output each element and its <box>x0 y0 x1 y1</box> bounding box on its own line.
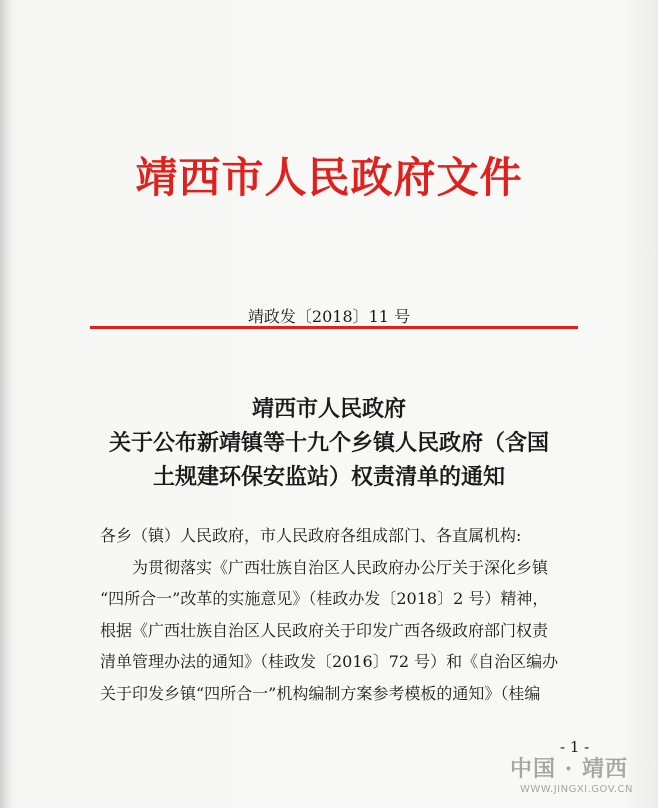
watermark-text: 中国 · 靖西 <box>510 756 628 782</box>
notice-title-line-3: 土规建环保安监站）权责清单的通知 <box>152 464 505 490</box>
notice-title <box>60 392 598 494</box>
notice-title-line-1: 靖西市人民政府 <box>251 396 406 422</box>
page-edge-shadow <box>0 0 10 808</box>
body-line: 为贯彻落实《广西壮族自治区人民政府办公厅关于深化乡镇 <box>132 557 549 577</box>
body-line: 根据《广西壮族自治区人民政府关于印发广西各级政府部门权责 <box>100 620 549 640</box>
notice-body <box>100 520 600 709</box>
red-separator-line <box>90 326 578 329</box>
notice-title-line-2: 关于公布新靖镇等十九个乡镇人民政府（含国 <box>108 430 549 456</box>
document-number: 靖政发〔2018〕11 号 <box>247 307 411 326</box>
page-number: - 1 - <box>560 738 590 756</box>
document-header-title: 靖西市人民政府文件 <box>135 153 523 202</box>
watermark-url: WWW.JINGXI.GOV.CN <box>520 784 633 795</box>
body-line: 清单管理办法的通知》（桂政发〔2016〕72 号）和《自治区编办 <box>100 652 559 671</box>
body-line: 关于印发乡镇“四所合一”机构编制方案参考模板的通知》（桂编 <box>100 683 541 703</box>
body-line: “四所合一”改革的实施意见》（桂政办发〔2018〕2 号）精神， <box>100 589 549 608</box>
addressee-line: 各乡（镇）人民政府，市人民政府各组成部门、各直属机构: <box>100 526 522 545</box>
